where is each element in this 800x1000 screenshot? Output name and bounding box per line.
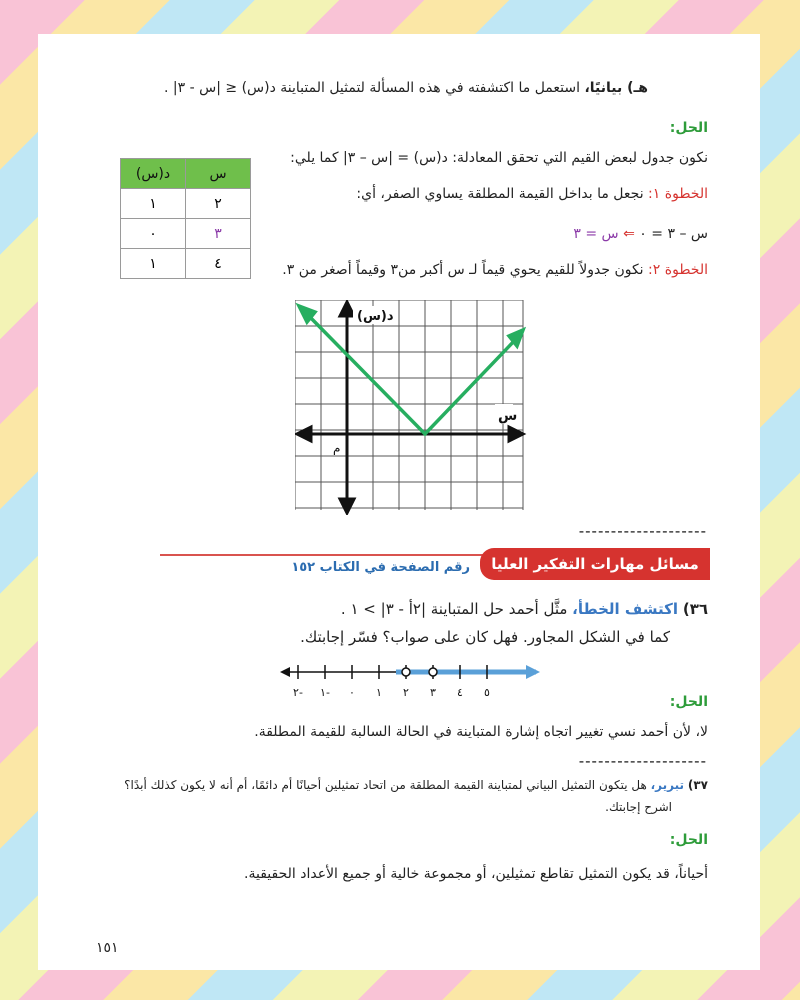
q36-line2: كما في الشكل المجاور. فهل كان على صواب؟ فسّر إجابتك.	[300, 628, 670, 646]
equation-right: س = ٣	[573, 226, 619, 242]
table-row	[121, 249, 251, 279]
q37-label: تبرير،	[650, 778, 685, 792]
tick-label: ٢	[403, 686, 409, 699]
step2-label: الخطوة ٢:	[648, 262, 708, 278]
table-cell: ٣	[186, 219, 251, 249]
intro-line: نكون جدول لبعض القيم التي تحقق المعادلة: د(س) = |س – ٣| كما يلي:	[290, 150, 708, 166]
tick-label: ٣	[430, 686, 436, 699]
step1-label: الخطوة ١:	[648, 186, 708, 202]
separator-1: --------------------	[578, 522, 707, 540]
part-h-text	[164, 80, 648, 96]
y-axis-label: د(س)	[357, 309, 394, 324]
table-cell: ٤	[186, 249, 251, 279]
values-table	[120, 158, 251, 279]
solution-label-1: الحل:	[669, 120, 708, 136]
q36-line1	[341, 600, 708, 618]
number-line	[278, 660, 540, 706]
table-row	[121, 189, 251, 219]
solution-label-3: الحل:	[669, 832, 708, 848]
y-axis-arrow-up	[340, 302, 354, 316]
section-subtitle: رقم الصفحة في الكتاب ١٥٢	[291, 560, 470, 575]
origin-label: م	[333, 441, 341, 455]
part-h-body: استعمل ما اكتشفته في هذه المسألة لتمثيل المتباينة د(س) ≤ |س - ٣| .	[164, 80, 580, 96]
table-row	[121, 219, 251, 249]
tick-label: ١-	[320, 686, 330, 699]
tick-label: ٢-	[293, 686, 303, 699]
table-cell: ٠	[121, 219, 186, 249]
q36-text: مثَّل أحمد حل المتباينة |٢أ - ٣| > ١ .	[340, 600, 568, 618]
part-h-label: هـ) بيانيًا،	[584, 80, 648, 96]
y-axis-arrow-down	[340, 499, 354, 513]
tick-label: ٤	[457, 686, 463, 699]
step1	[356, 186, 708, 202]
answer-36: لا، لأن أحمد نسي تغيير اتجاه إشارة المتباينة في الحالة السالبة للقيمة المطلقة.	[254, 724, 708, 740]
tick-label: ٥	[484, 686, 490, 699]
tick-label: ٠	[349, 686, 355, 699]
implies-arrow: ⇐	[623, 226, 635, 242]
v-graph-line	[305, 312, 517, 434]
q36-label: اكتشف الخطأ،	[572, 600, 679, 618]
q37-text: هل يتكون التمثيل البياني لمتباينة القيمة المطلقة من اتحاد تمثيلين أحيانًا أم دائمًا، أم أنه لا يكون كذلك أبدًا؟	[124, 778, 647, 792]
table-header-x: س	[186, 159, 251, 189]
q37-line1	[124, 778, 708, 792]
table-cell: ١	[121, 189, 186, 219]
section-title: مسائل مهارات التفكير العليا	[480, 548, 710, 580]
q36-number: ٣٦)	[682, 600, 708, 618]
table-cell: ٢	[186, 189, 251, 219]
section-banner	[160, 548, 710, 580]
q37-line2: اشرح إجابتك.	[605, 800, 672, 814]
table-header-fx: د(س)	[121, 159, 186, 189]
open-point-1	[402, 668, 410, 676]
tick-label: ١	[376, 686, 382, 699]
x-axis-label: س	[498, 408, 518, 424]
step2-text: نكون جدولاً للقيم يحوي قيماً لـ س أكبر من٣ وقيماً أصغر من ٣.	[282, 262, 644, 278]
separator-2: --------------------	[578, 752, 707, 770]
open-point-2	[429, 668, 437, 676]
equation	[573, 226, 708, 242]
solution-label-2: الحل:	[669, 694, 708, 710]
answer-37: أحياناً، قد يكون التمثيل تقاطع تمثيلين، أو مجموعة خالية أو جميع الأعداد الحقيقية.	[244, 866, 708, 882]
absolute-value-graph	[295, 300, 535, 515]
step2	[282, 262, 708, 278]
page-number: ١٥١	[96, 940, 119, 956]
q37-number: ٣٧)	[687, 778, 708, 792]
equation-left: س – ٣ = ٠	[639, 226, 708, 242]
x-axis-arrow-left	[297, 427, 311, 441]
x-axis-arrow	[509, 427, 523, 441]
table-cell: ١	[121, 249, 186, 279]
step1-text: نجعل ما بداخل القيمة المطلقة يساوي الصفر، أي:	[356, 186, 644, 202]
